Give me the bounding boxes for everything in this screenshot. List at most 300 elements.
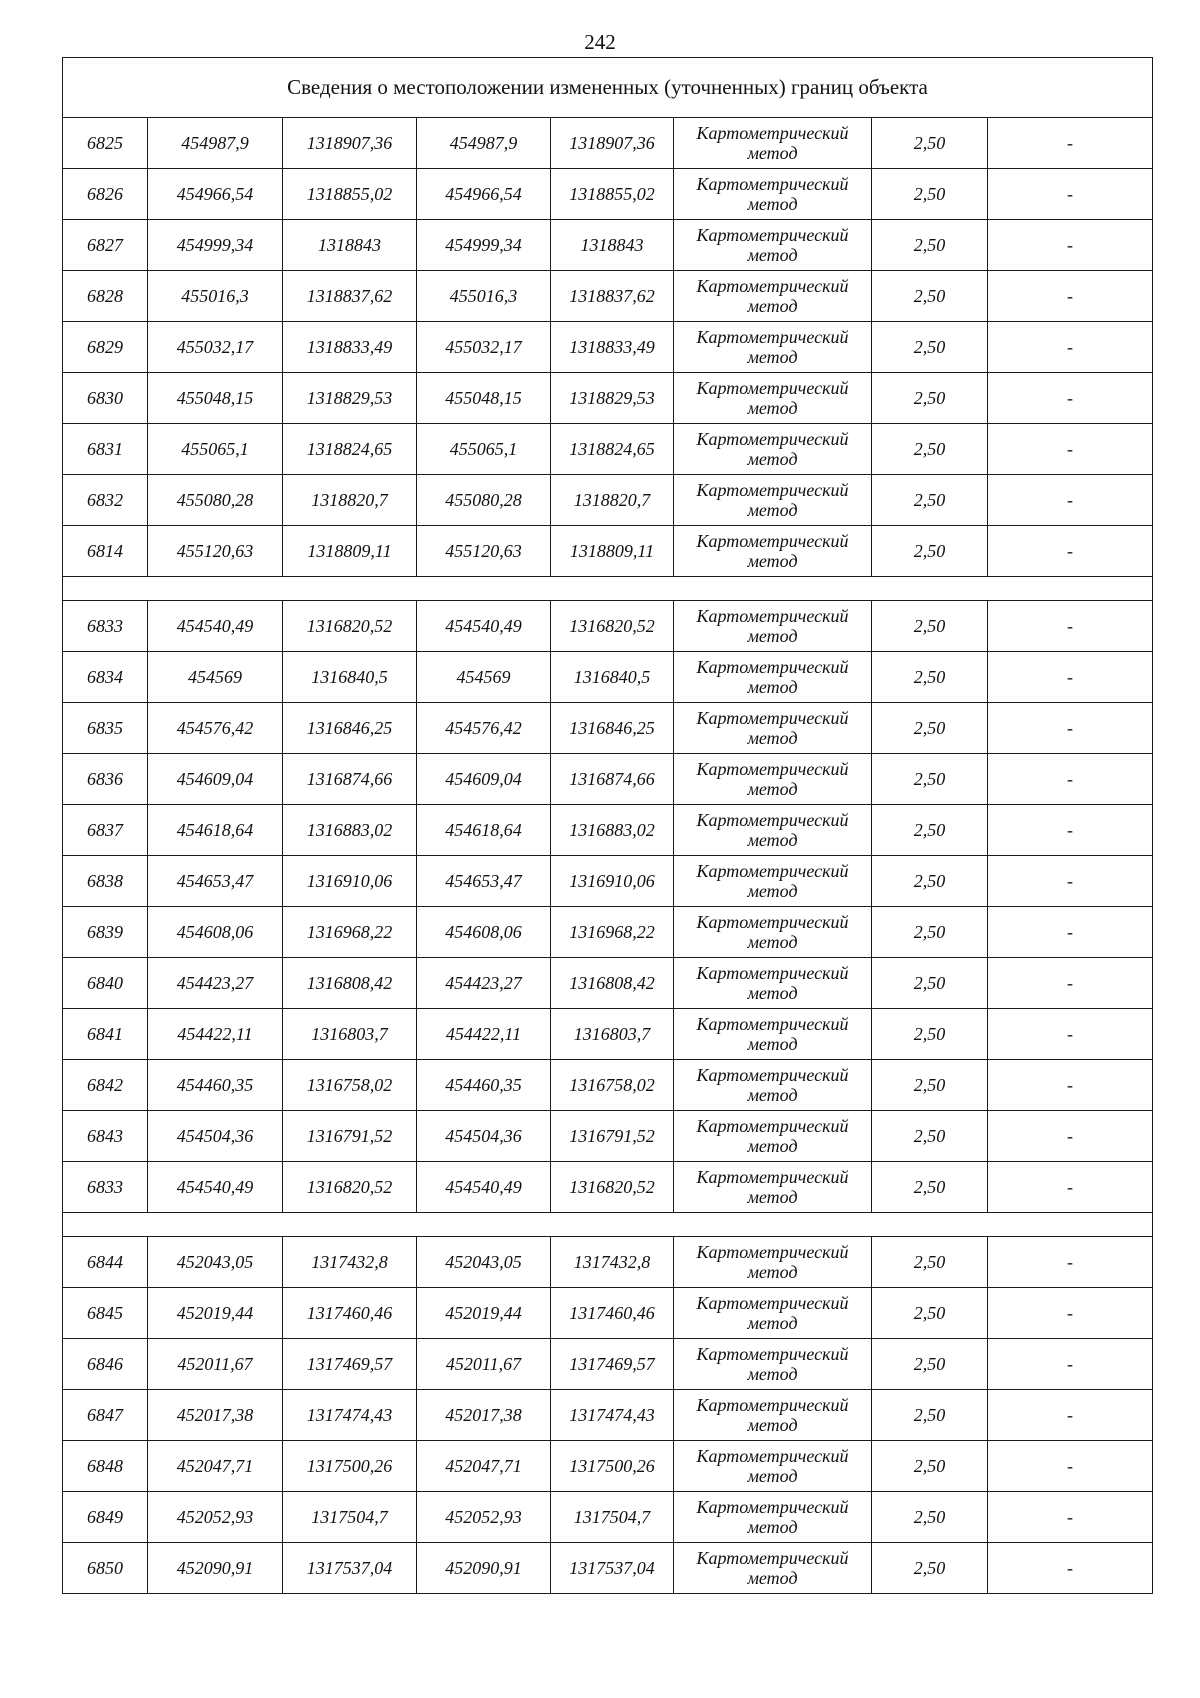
x-old-cell: 455032,17 xyxy=(148,322,283,373)
x-new-cell: 452090,91 xyxy=(417,1543,551,1594)
description-cell: - xyxy=(988,1390,1153,1441)
point-number-cell: 6835 xyxy=(63,703,148,754)
method-cell xyxy=(674,907,872,958)
x-new-cell: 454609,04 xyxy=(417,754,551,805)
method-line-2: метод xyxy=(747,626,798,646)
description-cell: - xyxy=(988,220,1153,271)
table-row xyxy=(63,271,1153,322)
method-line-2: метод xyxy=(747,143,798,163)
method-line-2: метод xyxy=(747,194,798,214)
x-new-cell: 454460,35 xyxy=(417,1060,551,1111)
method-line-1: Картометрический xyxy=(696,123,849,143)
x-old-cell: 454653,47 xyxy=(148,856,283,907)
description-cell: - xyxy=(988,271,1153,322)
x-new-cell: 455048,15 xyxy=(417,373,551,424)
method-line-2: метод xyxy=(747,1313,798,1333)
y-new-cell: 1317474,43 xyxy=(551,1390,674,1441)
accuracy-cell: 2,50 xyxy=(872,169,988,220)
accuracy-cell: 2,50 xyxy=(872,907,988,958)
point-number-cell: 6834 xyxy=(63,652,148,703)
method-line-1: Картометрический xyxy=(696,912,849,932)
x-new-cell: 454999,34 xyxy=(417,220,551,271)
method-cell xyxy=(674,958,872,1009)
description-cell: - xyxy=(988,475,1153,526)
accuracy-cell: 2,50 xyxy=(872,1441,988,1492)
x-new-cell: 452052,93 xyxy=(417,1492,551,1543)
x-old-cell: 454422,11 xyxy=(148,1009,283,1060)
method-cell xyxy=(674,1288,872,1339)
method-line-1: Картометрический xyxy=(696,963,849,983)
method-cell xyxy=(674,526,872,577)
x-new-cell: 454653,47 xyxy=(417,856,551,907)
y-new-cell: 1318824,65 xyxy=(551,424,674,475)
group-separator xyxy=(63,577,1153,601)
y-old-cell: 1316791,52 xyxy=(283,1111,417,1162)
x-old-cell: 454540,49 xyxy=(148,601,283,652)
y-old-cell: 1316758,02 xyxy=(283,1060,417,1111)
y-new-cell: 1318907,36 xyxy=(551,118,674,169)
accuracy-cell: 2,50 xyxy=(872,856,988,907)
description-cell: - xyxy=(988,805,1153,856)
y-new-cell: 1318809,11 xyxy=(551,526,674,577)
x-new-cell: 455016,3 xyxy=(417,271,551,322)
x-old-cell: 454460,35 xyxy=(148,1060,283,1111)
method-cell xyxy=(674,373,872,424)
y-old-cell: 1317500,26 xyxy=(283,1441,417,1492)
y-old-cell: 1316808,42 xyxy=(283,958,417,1009)
method-line-1: Картометрический xyxy=(696,1014,849,1034)
y-new-cell: 1318843 xyxy=(551,220,674,271)
accuracy-cell: 2,50 xyxy=(872,703,988,754)
point-number-cell: 6826 xyxy=(63,169,148,220)
description-cell: - xyxy=(988,1162,1153,1213)
y-new-cell: 1316758,02 xyxy=(551,1060,674,1111)
x-new-cell: 452017,38 xyxy=(417,1390,551,1441)
x-new-cell: 454987,9 xyxy=(417,118,551,169)
y-old-cell: 1317504,7 xyxy=(283,1492,417,1543)
x-new-cell: 455120,63 xyxy=(417,526,551,577)
method-line-1: Картометрический xyxy=(696,429,849,449)
method-cell xyxy=(674,1111,872,1162)
y-new-cell: 1316820,52 xyxy=(551,601,674,652)
method-line-1: Картометрический xyxy=(696,1344,849,1364)
y-old-cell: 1317432,8 xyxy=(283,1237,417,1288)
method-line-2: метод xyxy=(747,983,798,1003)
accuracy-cell: 2,50 xyxy=(872,271,988,322)
x-old-cell: 454987,9 xyxy=(148,118,283,169)
method-line-1: Картометрический xyxy=(696,480,849,500)
accuracy-cell: 2,50 xyxy=(872,1111,988,1162)
group-separator-row xyxy=(63,577,1153,601)
method-cell xyxy=(674,424,872,475)
method-cell xyxy=(674,601,872,652)
table-row xyxy=(63,1288,1153,1339)
method-line-1: Картометрический xyxy=(696,1446,849,1466)
description-cell: - xyxy=(988,1288,1153,1339)
method-line-2: метод xyxy=(747,1187,798,1207)
table-row xyxy=(63,373,1153,424)
y-new-cell: 1316840,5 xyxy=(551,652,674,703)
method-line-2: метод xyxy=(747,1262,798,1282)
method-line-1: Картометрический xyxy=(696,1293,849,1313)
method-cell xyxy=(674,1162,872,1213)
method-line-1: Картометрический xyxy=(696,225,849,245)
y-old-cell: 1316883,02 xyxy=(283,805,417,856)
x-new-cell: 452043,05 xyxy=(417,1237,551,1288)
method-cell xyxy=(674,1060,872,1111)
table-row xyxy=(63,1492,1153,1543)
accuracy-cell: 2,50 xyxy=(872,1009,988,1060)
x-old-cell: 454966,54 xyxy=(148,169,283,220)
method-line-1: Картометрический xyxy=(696,606,849,626)
x-new-cell: 455065,1 xyxy=(417,424,551,475)
x-new-cell: 454540,49 xyxy=(417,601,551,652)
point-number-cell: 6825 xyxy=(63,118,148,169)
x-old-cell: 454999,34 xyxy=(148,220,283,271)
x-new-cell: 452047,71 xyxy=(417,1441,551,1492)
accuracy-cell: 2,50 xyxy=(872,526,988,577)
point-number-cell: 6839 xyxy=(63,907,148,958)
method-cell xyxy=(674,1543,872,1594)
method-line-1: Картометрический xyxy=(696,1116,849,1136)
table-body xyxy=(63,58,1153,1594)
accuracy-cell: 2,50 xyxy=(872,754,988,805)
x-old-cell: 454576,42 xyxy=(148,703,283,754)
description-cell: - xyxy=(988,1441,1153,1492)
method-line-2: метод xyxy=(747,398,798,418)
table-title-row xyxy=(63,58,1153,118)
point-number-cell: 6829 xyxy=(63,322,148,373)
method-line-1: Картометрический xyxy=(696,861,849,881)
accuracy-cell: 2,50 xyxy=(872,1288,988,1339)
method-line-2: метод xyxy=(747,932,798,952)
method-line-2: метод xyxy=(747,449,798,469)
method-line-1: Картометрический xyxy=(696,531,849,551)
method-line-1: Картометрический xyxy=(696,1242,849,1262)
method-line-1: Картометрический xyxy=(696,1065,849,1085)
y-old-cell: 1316968,22 xyxy=(283,907,417,958)
description-cell: - xyxy=(988,907,1153,958)
y-old-cell: 1318855,02 xyxy=(283,169,417,220)
accuracy-cell: 2,50 xyxy=(872,220,988,271)
accuracy-cell: 2,50 xyxy=(872,1339,988,1390)
description-cell: - xyxy=(988,1543,1153,1594)
x-old-cell: 454618,64 xyxy=(148,805,283,856)
x-new-cell: 452011,67 xyxy=(417,1339,551,1390)
method-line-2: метод xyxy=(747,830,798,850)
description-cell: - xyxy=(988,703,1153,754)
method-line-1: Картометрический xyxy=(696,276,849,296)
x-new-cell: 452019,44 xyxy=(417,1288,551,1339)
y-old-cell: 1318843 xyxy=(283,220,417,271)
x-new-cell: 454540,49 xyxy=(417,1162,551,1213)
y-new-cell: 1316791,52 xyxy=(551,1111,674,1162)
boundary-coordinates-table xyxy=(62,57,1153,1594)
y-old-cell: 1318824,65 xyxy=(283,424,417,475)
x-new-cell: 455080,28 xyxy=(417,475,551,526)
description-cell: - xyxy=(988,373,1153,424)
table-row xyxy=(63,1237,1153,1288)
method-line-2: метод xyxy=(747,1136,798,1156)
method-line-2: метод xyxy=(747,1085,798,1105)
y-old-cell: 1318809,11 xyxy=(283,526,417,577)
y-new-cell: 1316910,06 xyxy=(551,856,674,907)
description-cell: - xyxy=(988,1237,1153,1288)
method-line-1: Картометрический xyxy=(696,1497,849,1517)
point-number-cell: 6849 xyxy=(63,1492,148,1543)
x-new-cell: 454423,27 xyxy=(417,958,551,1009)
y-old-cell: 1318907,36 xyxy=(283,118,417,169)
y-new-cell: 1316808,42 xyxy=(551,958,674,1009)
method-line-1: Картометрический xyxy=(696,657,849,677)
method-cell xyxy=(674,220,872,271)
point-number-cell: 6840 xyxy=(63,958,148,1009)
y-old-cell: 1316846,25 xyxy=(283,703,417,754)
point-number-cell: 6843 xyxy=(63,1111,148,1162)
y-old-cell: 1316840,5 xyxy=(283,652,417,703)
accuracy-cell: 2,50 xyxy=(872,601,988,652)
y-new-cell: 1317432,8 xyxy=(551,1237,674,1288)
table-row xyxy=(63,1111,1153,1162)
method-line-2: метод xyxy=(747,347,798,367)
x-old-cell: 452047,71 xyxy=(148,1441,283,1492)
table-row xyxy=(63,1390,1153,1441)
accuracy-cell: 2,50 xyxy=(872,118,988,169)
accuracy-cell: 2,50 xyxy=(872,322,988,373)
point-number-cell: 6842 xyxy=(63,1060,148,1111)
method-line-1: Картометрический xyxy=(696,708,849,728)
method-cell xyxy=(674,271,872,322)
point-number-cell: 6828 xyxy=(63,271,148,322)
point-number-cell: 6827 xyxy=(63,220,148,271)
table-row xyxy=(63,601,1153,652)
point-number-cell: 6846 xyxy=(63,1339,148,1390)
x-new-cell: 455032,17 xyxy=(417,322,551,373)
x-new-cell: 454618,64 xyxy=(417,805,551,856)
accuracy-cell: 2,50 xyxy=(872,475,988,526)
page-number: 242 xyxy=(584,30,616,54)
point-number-cell: 6845 xyxy=(63,1288,148,1339)
x-old-cell: 452019,44 xyxy=(148,1288,283,1339)
table-row xyxy=(63,958,1153,1009)
table-row xyxy=(63,1339,1153,1390)
point-number-cell: 6847 xyxy=(63,1390,148,1441)
method-line-2: метод xyxy=(747,1568,798,1588)
method-line-1: Картометрический xyxy=(696,1167,849,1187)
accuracy-cell: 2,50 xyxy=(872,652,988,703)
y-old-cell: 1316874,66 xyxy=(283,754,417,805)
table-row xyxy=(63,1162,1153,1213)
x-old-cell: 454540,49 xyxy=(148,1162,283,1213)
y-new-cell: 1316874,66 xyxy=(551,754,674,805)
method-cell xyxy=(674,805,872,856)
y-old-cell: 1317460,46 xyxy=(283,1288,417,1339)
x-old-cell: 454569 xyxy=(148,652,283,703)
method-line-2: метод xyxy=(747,1364,798,1384)
y-old-cell: 1317469,57 xyxy=(283,1339,417,1390)
method-line-2: метод xyxy=(747,1034,798,1054)
method-line-2: метод xyxy=(747,677,798,697)
group-separator xyxy=(63,1213,1153,1237)
method-cell xyxy=(674,703,872,754)
x-old-cell: 452017,38 xyxy=(148,1390,283,1441)
x-old-cell: 454423,27 xyxy=(148,958,283,1009)
point-number-cell: 6844 xyxy=(63,1237,148,1288)
method-cell xyxy=(674,1492,872,1543)
x-old-cell: 454608,06 xyxy=(148,907,283,958)
x-old-cell: 455120,63 xyxy=(148,526,283,577)
y-new-cell: 1317537,04 xyxy=(551,1543,674,1594)
point-number-cell: 6836 xyxy=(63,754,148,805)
accuracy-cell: 2,50 xyxy=(872,1492,988,1543)
x-old-cell: 452043,05 xyxy=(148,1237,283,1288)
table-row xyxy=(63,322,1153,373)
point-number-cell: 6841 xyxy=(63,1009,148,1060)
description-cell: - xyxy=(988,601,1153,652)
table-row xyxy=(63,754,1153,805)
method-line-1: Картометрический xyxy=(696,174,849,194)
y-old-cell: 1317474,43 xyxy=(283,1390,417,1441)
accuracy-cell: 2,50 xyxy=(872,1543,988,1594)
x-new-cell: 454576,42 xyxy=(417,703,551,754)
x-new-cell: 454966,54 xyxy=(417,169,551,220)
description-cell: - xyxy=(988,526,1153,577)
point-number-cell: 6832 xyxy=(63,475,148,526)
method-line-1: Картометрический xyxy=(696,1548,849,1568)
x-new-cell: 454608,06 xyxy=(417,907,551,958)
method-line-2: метод xyxy=(747,500,798,520)
description-cell: - xyxy=(988,1339,1153,1390)
table-row xyxy=(63,1441,1153,1492)
description-cell: - xyxy=(988,958,1153,1009)
description-cell: - xyxy=(988,754,1153,805)
y-new-cell: 1316883,02 xyxy=(551,805,674,856)
description-cell: - xyxy=(988,1492,1153,1543)
point-number-cell: 6831 xyxy=(63,424,148,475)
x-new-cell: 454569 xyxy=(417,652,551,703)
point-number-cell: 6833 xyxy=(63,601,148,652)
table-row xyxy=(63,652,1153,703)
method-line-2: метод xyxy=(747,728,798,748)
x-new-cell: 454422,11 xyxy=(417,1009,551,1060)
method-line-2: метод xyxy=(747,779,798,799)
method-cell xyxy=(674,475,872,526)
table-row xyxy=(63,169,1153,220)
description-cell: - xyxy=(988,652,1153,703)
y-old-cell: 1316910,06 xyxy=(283,856,417,907)
y-old-cell: 1317537,04 xyxy=(283,1543,417,1594)
description-cell: - xyxy=(988,1111,1153,1162)
accuracy-cell: 2,50 xyxy=(872,1060,988,1111)
point-number-cell: 6838 xyxy=(63,856,148,907)
description-cell: - xyxy=(988,169,1153,220)
method-cell xyxy=(674,1441,872,1492)
y-new-cell: 1318820,7 xyxy=(551,475,674,526)
accuracy-cell: 2,50 xyxy=(872,1162,988,1213)
table-row xyxy=(63,856,1153,907)
x-old-cell: 455016,3 xyxy=(148,271,283,322)
group-separator-row xyxy=(63,1213,1153,1237)
method-line-1: Картометрический xyxy=(696,1395,849,1415)
accuracy-cell: 2,50 xyxy=(872,1390,988,1441)
y-new-cell: 1317504,7 xyxy=(551,1492,674,1543)
y-old-cell: 1318837,62 xyxy=(283,271,417,322)
point-number-cell: 6830 xyxy=(63,373,148,424)
method-line-1: Картометрический xyxy=(696,327,849,347)
accuracy-cell: 2,50 xyxy=(872,805,988,856)
y-new-cell: 1318829,53 xyxy=(551,373,674,424)
description-cell: - xyxy=(988,1060,1153,1111)
y-new-cell: 1318833,49 xyxy=(551,322,674,373)
description-cell: - xyxy=(988,1009,1153,1060)
method-cell xyxy=(674,1237,872,1288)
point-number-cell: 6814 xyxy=(63,526,148,577)
y-old-cell: 1316820,52 xyxy=(283,601,417,652)
accuracy-cell: 2,50 xyxy=(872,373,988,424)
table-row xyxy=(63,805,1153,856)
point-number-cell: 6833 xyxy=(63,1162,148,1213)
y-new-cell: 1316820,52 xyxy=(551,1162,674,1213)
method-cell xyxy=(674,169,872,220)
method-line-2: метод xyxy=(747,1466,798,1486)
y-old-cell: 1318820,7 xyxy=(283,475,417,526)
table-title: Сведения о местоположении измененных (уточненных) границ объекта xyxy=(63,58,1153,118)
accuracy-cell: 2,50 xyxy=(872,958,988,1009)
method-cell xyxy=(674,1009,872,1060)
x-old-cell: 454609,04 xyxy=(148,754,283,805)
table-row xyxy=(63,703,1153,754)
method-cell xyxy=(674,1390,872,1441)
point-number-cell: 6850 xyxy=(63,1543,148,1594)
y-new-cell: 1316846,25 xyxy=(551,703,674,754)
method-line-1: Картометрический xyxy=(696,378,849,398)
y-old-cell: 1318833,49 xyxy=(283,322,417,373)
table-row xyxy=(63,220,1153,271)
method-line-2: метод xyxy=(747,1415,798,1435)
y-new-cell: 1316803,7 xyxy=(551,1009,674,1060)
y-old-cell: 1316820,52 xyxy=(283,1162,417,1213)
accuracy-cell: 2,50 xyxy=(872,1237,988,1288)
method-line-2: метод xyxy=(747,551,798,571)
method-cell xyxy=(674,652,872,703)
point-number-cell: 6837 xyxy=(63,805,148,856)
description-cell: - xyxy=(988,118,1153,169)
x-new-cell: 454504,36 xyxy=(417,1111,551,1162)
y-new-cell: 1318837,62 xyxy=(551,271,674,322)
y-old-cell: 1316803,7 xyxy=(283,1009,417,1060)
method-line-2: метод xyxy=(747,296,798,316)
method-line-1: Картометрический xyxy=(696,810,849,830)
y-new-cell: 1317500,26 xyxy=(551,1441,674,1492)
method-line-2: метод xyxy=(747,1517,798,1537)
description-cell: - xyxy=(988,424,1153,475)
table-row xyxy=(63,1009,1153,1060)
x-old-cell: 455065,1 xyxy=(148,424,283,475)
x-old-cell: 454504,36 xyxy=(148,1111,283,1162)
x-old-cell: 455048,15 xyxy=(148,373,283,424)
method-cell xyxy=(674,754,872,805)
method-line-1: Картометрический xyxy=(696,759,849,779)
x-old-cell: 455080,28 xyxy=(148,475,283,526)
y-old-cell: 1318829,53 xyxy=(283,373,417,424)
point-number-cell: 6848 xyxy=(63,1441,148,1492)
x-old-cell: 452011,67 xyxy=(148,1339,283,1390)
table-row xyxy=(63,907,1153,958)
description-cell: - xyxy=(988,856,1153,907)
method-cell xyxy=(674,322,872,373)
table-row xyxy=(63,475,1153,526)
x-old-cell: 452090,91 xyxy=(148,1543,283,1594)
